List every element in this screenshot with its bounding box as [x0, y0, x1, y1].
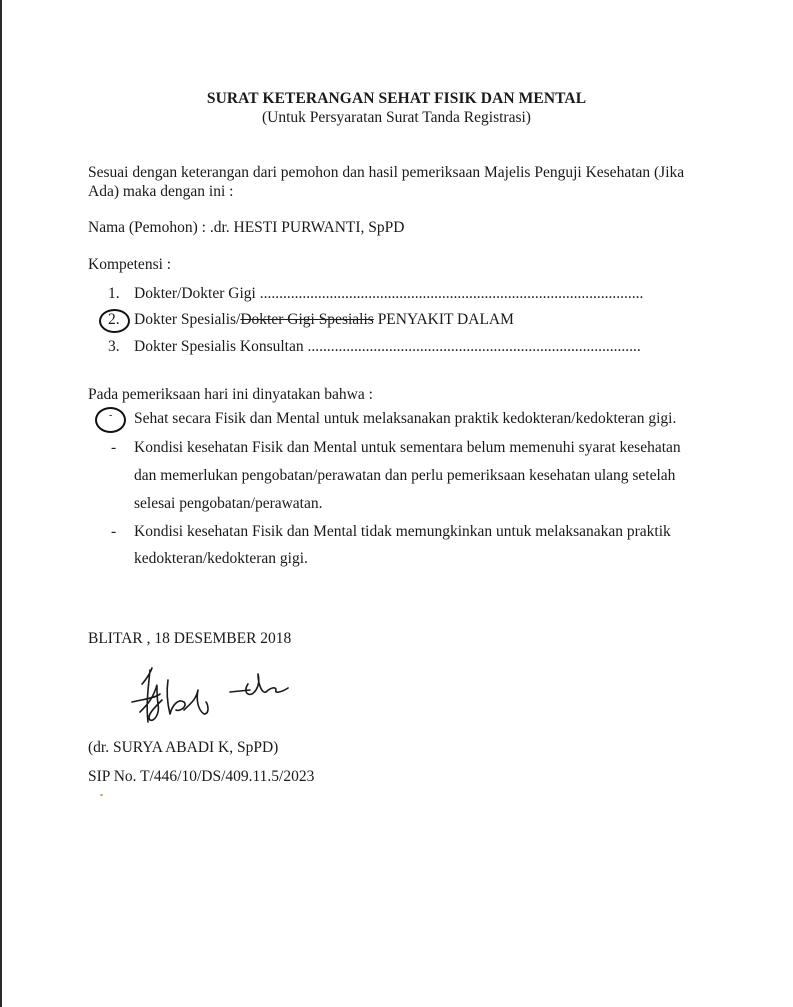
- signer-name: (dr. SURYA ABADI K, SpPD): [88, 739, 279, 756]
- signature: [130, 660, 320, 730]
- applicant-name: .dr. HESTI PURWANTI, SpPD: [209, 219, 405, 236]
- statement-bullet: -: [109, 410, 113, 421]
- statement-line: Kondisi kesehatan Fisik dan Mental tidak memungkinkan untuk melaksanakan praktik: [134, 523, 671, 540]
- sip-number: SIP No. T/446/10/DS/409.11.5/2023: [88, 768, 315, 785]
- competence-item-number: 3.: [108, 338, 120, 355]
- document-subtitle: (Untuk Persyaratan Surat Tanda Registrasi): [262, 109, 531, 126]
- competence-item-text: Dokter/Dokter Gigi: [134, 285, 256, 302]
- fill-dots: ...................................................................................................: [259, 285, 644, 302]
- competence-item: [134, 338, 641, 356]
- statement-line: Sehat secara Fisik dan Mental untuk melaksanakan praktik kedokteran/kedokteran gigi.: [134, 410, 677, 427]
- applicant-label: Nama (Pemohon) :: [88, 219, 210, 236]
- statement-bullet: -: [111, 439, 117, 456]
- specialty-fill: PENYAKIT DALAM: [373, 311, 514, 328]
- signature-stroke: [132, 668, 162, 722]
- scan-speck: [100, 794, 103, 796]
- statement-line: selesai pengobatan/perawatan.: [134, 495, 323, 512]
- competence-item-number: 1.: [108, 285, 120, 302]
- statement-line: kedokteran/kedokteran gigi.: [134, 550, 308, 567]
- statement-bullet: -: [111, 523, 117, 540]
- competence-item-text: Dokter Spesialis/: [134, 311, 241, 328]
- struck-text: Dokter Gigi Spesialis: [240, 311, 374, 328]
- competence-item: [134, 311, 514, 329]
- statement-line: dan memerlukan pengobatan/perawatan dan perlu pemeriksaan kesehatan ulang setelah: [134, 467, 676, 484]
- competence-item-text: Dokter Spesialis Konsultan: [134, 338, 304, 355]
- document-title: SURAT KETERANGAN SEHAT FISIK DAN MENTAL: [206, 90, 587, 107]
- statement-line: Kondisi kesehatan Fisik dan Mental untuk sementara belum memenuhi syarat kesehatan: [134, 439, 681, 456]
- place-date: BLITAR , 18 DESEMBER 2018: [88, 630, 292, 647]
- examination-label: Pada pemeriksaan hari ini dinyatakan bahwa :: [88, 386, 373, 403]
- competence-item: [134, 285, 643, 303]
- signature-stroke: [167, 680, 208, 714]
- page-left-edge: [0, 0, 2, 1007]
- signature-stroke: [230, 674, 288, 694]
- applicant-line: [88, 219, 404, 237]
- fill-dots: ......................................................................................: [303, 338, 641, 355]
- intro-paragraph: Sesuai dengan keterangan dari pemohon dan hasil pemeriksaan Majelis Penguji Kesehatan (Jika Ada) maka dengan ini :: [88, 164, 685, 200]
- competence-label: Kompetensi :: [88, 256, 172, 273]
- competence-item-number: 2.: [108, 311, 120, 328]
